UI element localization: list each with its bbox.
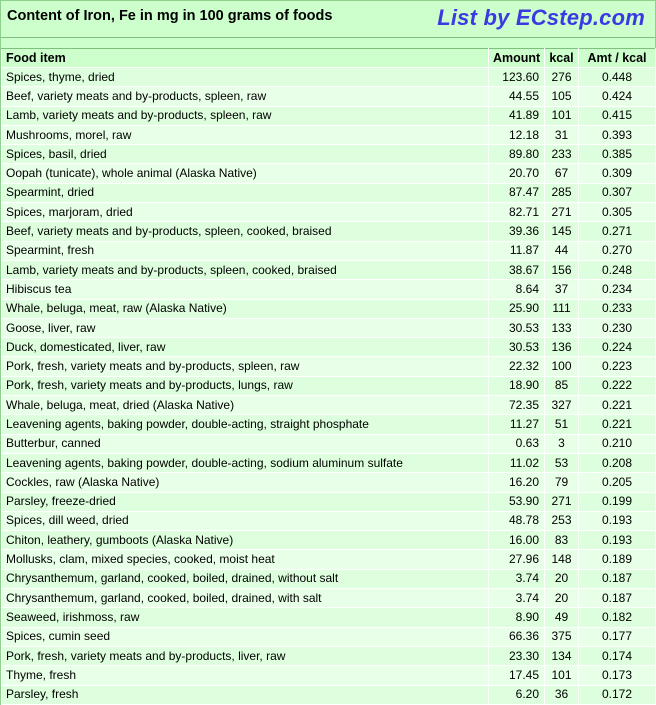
table-row	[2, 299, 656, 318]
kcal-cell: 51	[545, 415, 579, 434]
amt-per-kcal-cell: 0.309	[579, 164, 656, 183]
food-item-cell: Spices, thyme, dried	[2, 68, 489, 87]
amt-per-kcal-cell: 0.221	[579, 415, 656, 434]
amount-cell: 25.90	[489, 299, 545, 318]
amount-cell: 53.90	[489, 492, 545, 511]
table-row	[2, 318, 656, 337]
food-item-cell: Duck, domesticated, liver, raw	[2, 338, 489, 357]
kcal-cell: 20	[545, 569, 579, 588]
food-item-cell: Beef, variety meats and by-products, spleen, cooked, braised	[2, 222, 489, 241]
amt-per-kcal-cell: 0.208	[579, 453, 656, 472]
kcal-cell: 83	[545, 531, 579, 550]
amount-cell: 0.63	[489, 434, 545, 453]
table-row	[2, 125, 656, 144]
food-item-cell: Chiton, leathery, gumboots (Alaska Native)	[2, 531, 489, 550]
kcal-cell: 148	[545, 550, 579, 569]
amount-cell: 23.30	[489, 646, 545, 665]
amt-per-kcal-cell: 0.270	[579, 241, 656, 260]
kcal-cell: 134	[545, 646, 579, 665]
table-row	[2, 531, 656, 550]
amount-cell: 38.67	[489, 260, 545, 279]
column-header-food-item: Food item	[2, 49, 489, 68]
table-row	[2, 589, 656, 608]
amt-per-kcal-cell: 0.223	[579, 357, 656, 376]
kcal-cell: 36	[545, 685, 579, 704]
amount-cell: 17.45	[489, 666, 545, 685]
table-row	[2, 666, 656, 685]
amount-cell: 41.89	[489, 106, 545, 125]
table-header-row	[2, 49, 656, 68]
kcal-cell: 271	[545, 492, 579, 511]
table-row	[2, 338, 656, 357]
column-header-kcal: kcal	[545, 49, 579, 68]
amt-per-kcal-cell: 0.174	[579, 646, 656, 665]
food-item-cell: Spices, dill weed, dried	[2, 511, 489, 530]
amount-cell: 27.96	[489, 550, 545, 569]
kcal-cell: 276	[545, 68, 579, 87]
amt-per-kcal-cell: 0.193	[579, 511, 656, 530]
page-title: Content of Iron, Fe in mg in 100 grams of foods	[7, 8, 333, 24]
food-item-cell: Spices, basil, dried	[2, 145, 489, 164]
amount-cell: 39.36	[489, 222, 545, 241]
food-iron-table	[1, 48, 656, 705]
table-row	[2, 396, 656, 415]
spacer	[1, 38, 655, 48]
amount-cell: 8.64	[489, 280, 545, 299]
kcal-cell: 156	[545, 260, 579, 279]
food-item-cell: Lamb, variety meats and by-products, spleen, raw	[2, 106, 489, 125]
amt-per-kcal-cell: 0.199	[579, 492, 656, 511]
amount-cell: 44.55	[489, 87, 545, 106]
table-row	[2, 569, 656, 588]
table-row	[2, 68, 656, 87]
food-item-cell: Thyme, fresh	[2, 666, 489, 685]
kcal-cell: 271	[545, 203, 579, 222]
amount-cell: 72.35	[489, 396, 545, 415]
food-item-cell: Oopah (tunicate), whole animal (Alaska Native)	[2, 164, 489, 183]
table-row	[2, 453, 656, 472]
amount-cell: 22.32	[489, 357, 545, 376]
table-row	[2, 280, 656, 299]
table-row	[2, 511, 656, 530]
amount-cell: 11.87	[489, 241, 545, 260]
food-item-cell: Parsley, fresh	[2, 685, 489, 704]
kcal-cell: 285	[545, 183, 579, 202]
amount-cell: 8.90	[489, 608, 545, 627]
kcal-cell: 3	[545, 434, 579, 453]
food-item-cell: Chrysanthemum, garland, cooked, boiled, drained, without salt	[2, 569, 489, 588]
amt-per-kcal-cell: 0.189	[579, 550, 656, 569]
amt-per-kcal-cell: 0.187	[579, 569, 656, 588]
column-header-amount: Amount	[489, 49, 545, 68]
kcal-cell: 101	[545, 666, 579, 685]
table-row	[2, 357, 656, 376]
food-item-cell: Cockles, raw (Alaska Native)	[2, 473, 489, 492]
column-header-amt-per-kcal: Amt / kcal	[579, 49, 656, 68]
table-row	[2, 203, 656, 222]
brand-logo-text[interactable]: List by ECstep.com	[437, 5, 645, 30]
kcal-cell: 145	[545, 222, 579, 241]
amount-cell: 30.53	[489, 338, 545, 357]
table-row	[2, 550, 656, 569]
amount-cell: 82.71	[489, 203, 545, 222]
food-item-cell: Spearmint, dried	[2, 183, 489, 202]
kcal-cell: 85	[545, 376, 579, 395]
amt-per-kcal-cell: 0.233	[579, 299, 656, 318]
table-row	[2, 222, 656, 241]
kcal-cell: 327	[545, 396, 579, 415]
amount-cell: 123.60	[489, 68, 545, 87]
food-item-cell: Mollusks, clam, mixed species, cooked, moist heat	[2, 550, 489, 569]
table-row	[2, 164, 656, 183]
food-item-cell: Butterbur, canned	[2, 434, 489, 453]
amount-cell: 6.20	[489, 685, 545, 704]
amount-cell: 89.80	[489, 145, 545, 164]
amt-per-kcal-cell: 0.424	[579, 87, 656, 106]
food-item-cell: Seaweed, irishmoss, raw	[2, 608, 489, 627]
amount-cell: 16.20	[489, 473, 545, 492]
kcal-cell: 53	[545, 453, 579, 472]
food-item-cell: Pork, fresh, variety meats and by-products, liver, raw	[2, 646, 489, 665]
amount-cell: 3.74	[489, 589, 545, 608]
food-item-cell: Whale, beluga, meat, dried (Alaska Native)	[2, 396, 489, 415]
table-row	[2, 434, 656, 453]
amount-cell: 11.27	[489, 415, 545, 434]
table-row	[2, 260, 656, 279]
amt-per-kcal-cell: 0.182	[579, 608, 656, 627]
kcal-cell: 37	[545, 280, 579, 299]
amt-per-kcal-cell: 0.271	[579, 222, 656, 241]
amt-per-kcal-cell: 0.173	[579, 666, 656, 685]
food-item-cell: Chrysanthemum, garland, cooked, boiled, drained, with salt	[2, 589, 489, 608]
amt-per-kcal-cell: 0.172	[579, 685, 656, 704]
amt-per-kcal-cell: 0.234	[579, 280, 656, 299]
kcal-cell: 100	[545, 357, 579, 376]
kcal-cell: 79	[545, 473, 579, 492]
amt-per-kcal-cell: 0.187	[579, 589, 656, 608]
amount-cell: 30.53	[489, 318, 545, 337]
amount-cell: 87.47	[489, 183, 545, 202]
amt-per-kcal-cell: 0.385	[579, 145, 656, 164]
kcal-cell: 136	[545, 338, 579, 357]
table-row	[2, 415, 656, 434]
table-row	[2, 145, 656, 164]
amount-cell: 3.74	[489, 569, 545, 588]
table-row	[2, 608, 656, 627]
table-row	[2, 241, 656, 260]
kcal-cell: 67	[545, 164, 579, 183]
amt-per-kcal-cell: 0.205	[579, 473, 656, 492]
food-item-cell: Parsley, freeze-dried	[2, 492, 489, 511]
kcal-cell: 105	[545, 87, 579, 106]
amt-per-kcal-cell: 0.177	[579, 627, 656, 646]
amount-cell: 11.02	[489, 453, 545, 472]
table-row	[2, 183, 656, 202]
food-item-cell: Leavening agents, baking powder, double-acting, sodium aluminum sulfate	[2, 453, 489, 472]
amt-per-kcal-cell: 0.248	[579, 260, 656, 279]
table-row	[2, 627, 656, 646]
table-row	[2, 685, 656, 704]
food-item-cell: Goose, liver, raw	[2, 318, 489, 337]
amount-cell: 66.36	[489, 627, 545, 646]
table-row	[2, 492, 656, 511]
amount-cell: 18.90	[489, 376, 545, 395]
kcal-cell: 20	[545, 589, 579, 608]
food-item-cell: Hibiscus tea	[2, 280, 489, 299]
table-row	[2, 646, 656, 665]
kcal-cell: 111	[545, 299, 579, 318]
food-item-cell: Lamb, variety meats and by-products, spleen, cooked, braised	[2, 260, 489, 279]
amount-cell: 12.18	[489, 125, 545, 144]
food-item-cell: Mushrooms, morel, raw	[2, 125, 489, 144]
kcal-cell: 49	[545, 608, 579, 627]
amount-cell: 16.00	[489, 531, 545, 550]
kcal-cell: 253	[545, 511, 579, 530]
amt-per-kcal-cell: 0.210	[579, 434, 656, 453]
kcal-cell: 133	[545, 318, 579, 337]
table-row	[2, 87, 656, 106]
amt-per-kcal-cell: 0.193	[579, 531, 656, 550]
amt-per-kcal-cell: 0.222	[579, 376, 656, 395]
food-item-cell: Spices, marjoram, dried	[2, 203, 489, 222]
food-item-cell: Pork, fresh, variety meats and by-products, lungs, raw	[2, 376, 489, 395]
kcal-cell: 375	[545, 627, 579, 646]
food-item-cell: Spices, cumin seed	[2, 627, 489, 646]
amount-cell: 48.78	[489, 511, 545, 530]
table-row	[2, 376, 656, 395]
amt-per-kcal-cell: 0.221	[579, 396, 656, 415]
title-bar	[1, 1, 655, 38]
kcal-cell: 31	[545, 125, 579, 144]
food-item-cell: Spearmint, fresh	[2, 241, 489, 260]
food-item-cell: Pork, fresh, variety meats and by-products, spleen, raw	[2, 357, 489, 376]
food-item-cell: Leavening agents, baking powder, double-acting, straight phosphate	[2, 415, 489, 434]
table-row	[2, 106, 656, 125]
food-item-cell: Whale, beluga, meat, raw (Alaska Native)	[2, 299, 489, 318]
food-item-cell: Beef, variety meats and by-products, spleen, raw	[2, 87, 489, 106]
amt-per-kcal-cell: 0.224	[579, 338, 656, 357]
kcal-cell: 233	[545, 145, 579, 164]
amt-per-kcal-cell: 0.230	[579, 318, 656, 337]
table-row	[2, 473, 656, 492]
amt-per-kcal-cell: 0.305	[579, 203, 656, 222]
amt-per-kcal-cell: 0.393	[579, 125, 656, 144]
kcal-cell: 44	[545, 241, 579, 260]
kcal-cell: 101	[545, 106, 579, 125]
amt-per-kcal-cell: 0.307	[579, 183, 656, 202]
amt-per-kcal-cell: 0.415	[579, 106, 656, 125]
amt-per-kcal-cell: 0.448	[579, 68, 656, 87]
table-body	[2, 68, 656, 705]
amount-cell: 20.70	[489, 164, 545, 183]
